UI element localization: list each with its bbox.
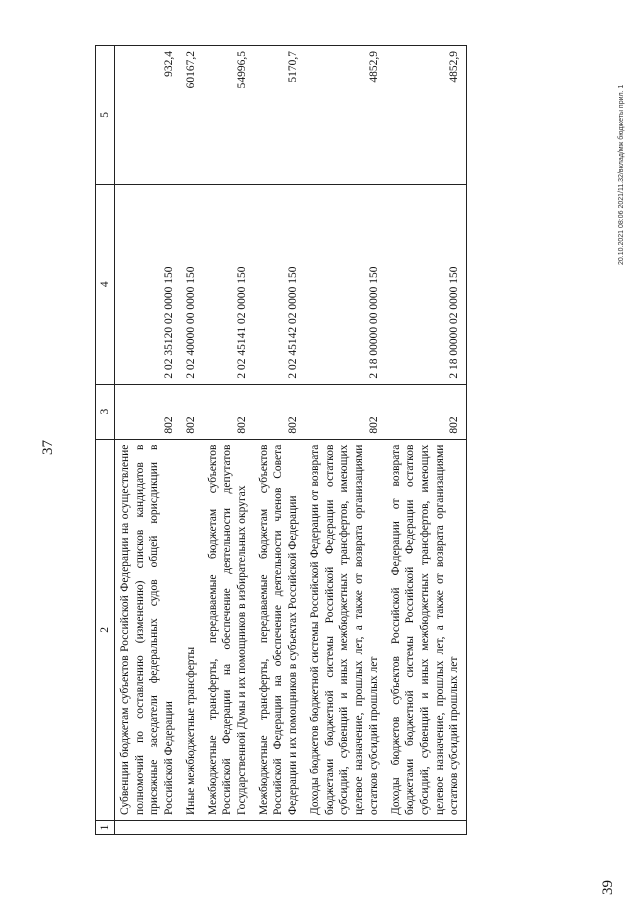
row-budget-code: 2 02 40000 00 0000 150: [181, 184, 203, 384]
row-admin-code: 802: [254, 384, 305, 439]
row-admin-code: 802: [386, 384, 467, 439]
column-header: 2: [96, 439, 115, 820]
table-header-row: [96, 46, 115, 835]
table-row: [386, 46, 467, 835]
row-description: Межбюджетные трансферты, передаваемые бюджетам субъектов Российской Федерации на обеспечение деятельности членов Совета Федерации и их помощников в субъектах Российской Федерации: [254, 439, 305, 820]
row-index-cell: [203, 821, 254, 835]
budget-revenue-table: [95, 45, 467, 835]
row-amount: 60167,2: [181, 46, 203, 185]
row-description: Межбюджетные трансферты, передаваемые бюджетам субъектов Российской Федерации на обеспечение деятельности депутатов Государственной Думы и их помощников в избирательных округах: [203, 439, 254, 820]
row-budget-code: 2 02 45142 02 0000 150: [254, 184, 305, 384]
row-index-cell: [115, 821, 181, 835]
row-description: Иные межбюджетные трансферты: [181, 439, 203, 820]
row-admin-code: 802: [181, 384, 203, 439]
row-index-cell: [386, 821, 467, 835]
row-admin-code: 802: [115, 384, 181, 439]
column-header: 3: [96, 384, 115, 439]
row-index-cell: [305, 821, 386, 835]
document-footer-code: 20.10.2021 08:06 2021/11.32/вклад/мж бюджеты прил. 1: [618, 84, 625, 265]
row-amount: 54996,5: [203, 46, 254, 185]
column-header: 1: [96, 821, 115, 835]
row-budget-code: 2 18 00000 00 0000 150: [305, 184, 386, 384]
table-row: [305, 46, 386, 835]
row-amount: 932,4: [115, 46, 181, 185]
inner-page-number: 37: [40, 440, 56, 455]
row-index-cell: [181, 821, 203, 835]
row-amount: 4852,9: [305, 46, 386, 185]
row-amount: 5170,7: [254, 46, 305, 185]
row-description: Субвенции бюджетам субъектов Российской Федерации на осуществление полномочий по составлению (изменению) списков кандидатов в присяжные заседатели федеральных судов общей юрисдикции в Российской Федерации: [115, 439, 181, 820]
row-admin-code: 802: [305, 384, 386, 439]
row-budget-code: 2 02 35120 02 0000 150: [115, 184, 181, 384]
row-budget-code: 2 18 00000 02 0000 150: [386, 184, 467, 384]
row-description: Доходы бюджетов бюджетной системы Российской Федерации от возврата бюджетами бюджетной системы Российской Федерации остатков субсидий, субвенций и иных межбюджетных трансфертов, имеющих целевое назначение, прошлых лет, а также от возврата организациями остатков субсидий прошлых лет: [305, 439, 386, 820]
row-admin-code: 802: [203, 384, 254, 439]
column-header: 4: [96, 184, 115, 384]
row-budget-code: 2 02 45141 02 0000 150: [203, 184, 254, 384]
table-row: [115, 46, 181, 835]
outer-page-number: 39: [600, 880, 616, 895]
row-index-cell: [254, 821, 305, 835]
table-row: [254, 46, 305, 835]
row-description: Доходы бюджетов субъектов Российской Федерации от возврата бюджетами бюджетной системы Российской Федерации остатков субсидий, субвенций и иных межбюджетных трансфертов, имеющих целевое назначение, прошлых лет, а также от возврата организациями остатков субсидий прошлых лет: [386, 439, 467, 820]
table-row: [181, 46, 203, 835]
table-row: [203, 46, 254, 835]
column-header: 5: [96, 46, 115, 185]
row-amount: 4852,9: [386, 46, 467, 185]
